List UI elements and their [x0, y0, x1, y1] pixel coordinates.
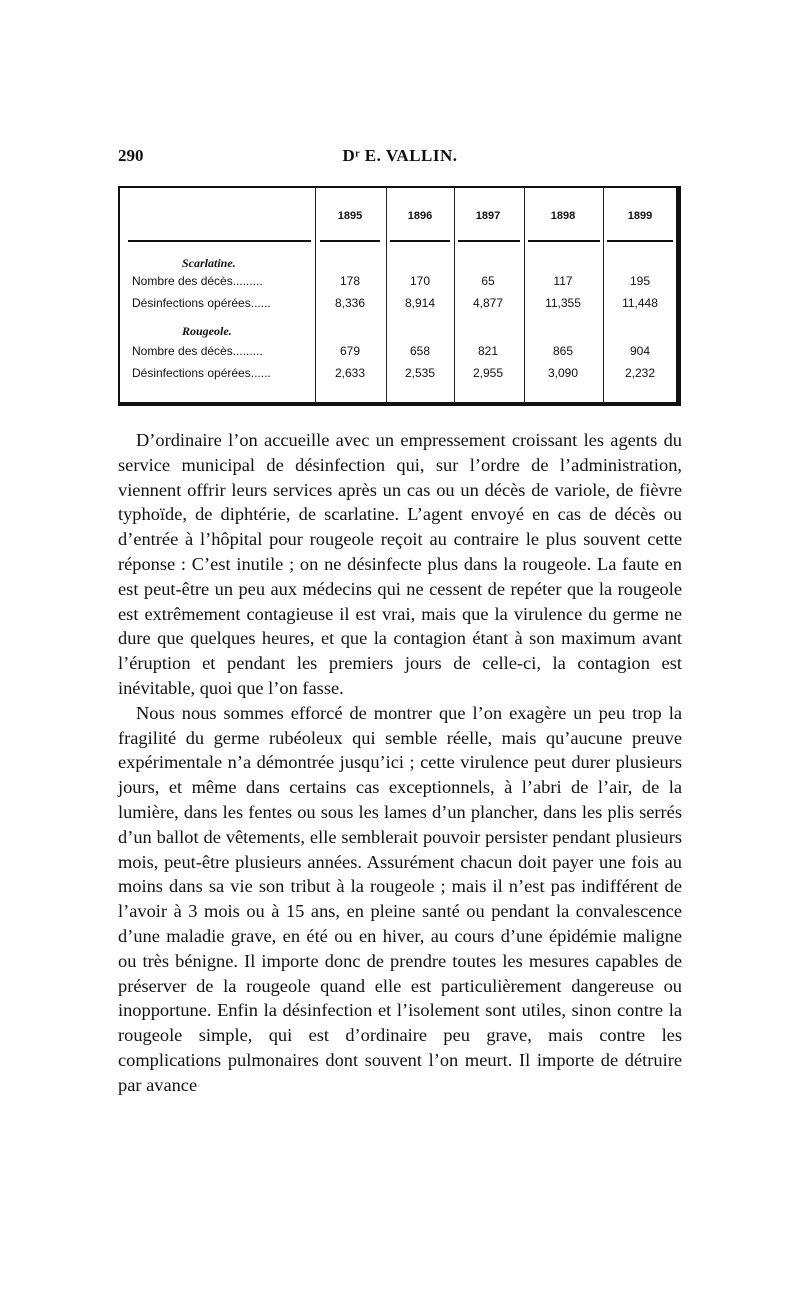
- column-divider: [524, 188, 525, 402]
- table-cell: 170: [409, 274, 431, 288]
- page-header: [118, 146, 682, 170]
- year-header: 1899: [627, 210, 653, 222]
- table-cell: 8,914: [404, 296, 436, 310]
- table-cell: 2,633: [334, 366, 366, 380]
- column-divider: [454, 188, 455, 402]
- table-cell: 658: [409, 344, 431, 358]
- running-title: Dʳ E. VALLIN.: [342, 146, 458, 165]
- column-divider: [386, 188, 387, 402]
- table-cell: 2,232: [624, 366, 656, 380]
- year-header: 1898: [550, 210, 576, 222]
- table-cell: 8,336: [334, 296, 366, 310]
- table-cell: 65: [481, 274, 495, 288]
- page-number: 290: [118, 146, 144, 165]
- row-label: Nombre des décès.........: [132, 274, 263, 288]
- paragraph: D’ordinaire l’on accueille avec un empressement croissant les agents du service municipal de désinfection qui, sur l’ordre de l’administration, viennent offrir leurs services après un cas ou un décès de variole, de fièvre typhoïde, de diphtérie, de scarlatine. L’agent envoyé en cas de décès ou d’entrée à l’hôpital pour rougeole reçoit au contraire le plus souvent cette réponse : C’est inutile ; on ne désinfecte plus dans la rougeole. La faute en est peut-être un peu aux médecins qui ne cessent de repéter que la rougeole est extrêmement contagieuse il est vrai, mais que la virulence du germe ne dure que quelques heures, et que la contagion étant à son maximum avant l’éruption et pendant les premiers jours de celle-ci, la contagion est inévitable, quoi que l’on fasse.: [118, 430, 682, 698]
- table-cell: 679: [339, 344, 361, 358]
- section-title-rougeole: Rougeole.: [182, 324, 232, 338]
- year-header: 1895: [337, 210, 363, 222]
- column-divider: [603, 188, 604, 402]
- table-cell: 4,877: [472, 296, 504, 310]
- table-cell: 2,535: [404, 366, 436, 380]
- table-cell: 11,448: [622, 296, 658, 310]
- table-cell: 11,355: [545, 296, 581, 310]
- header-rule: [390, 240, 450, 242]
- table-cell: 3,090: [547, 366, 579, 380]
- table-cell: 117: [553, 274, 573, 288]
- header-rule: [528, 240, 600, 242]
- body-text: [118, 428, 682, 1098]
- column-divider: [315, 188, 316, 402]
- table-cell: 865: [552, 344, 574, 358]
- header-rule: [128, 240, 311, 242]
- header-rule: [607, 240, 673, 242]
- statistics-table: [118, 186, 678, 404]
- paragraph: Nous nous sommes efforcé de montrer que l’on exagère un peu trop la fragilité du germe rubéoleux qui semble réelle, mais qu’aucune preuve expérimentale n’a démontrée jusqu’ici ; cette virulence peut durer plusieurs jours, et même dans certains cas exceptionnels, à l’abri de l’air, de la lumière, dans les fentes ou sous les lames d’un plancher, dans les plis serrés d’un ballot de vêtements, elle semblerait pouvoir persister pendant plusieurs mois, peut-être plusieurs années. Assurément chacun doit payer une fois au moins dans sa vie son tribut à la rougeole ; mais il n’est pas indifférent de l’avoir à 3 mois ou à 15 ans, en pleine santé ou pendant la convalescence d’une maladie grave, en été ou en hiver, au cours d’une épidémie maligne ou très bénigne. Il importe donc de prendre toutes les mesures capables de préserver de la rougeole quand elle est particulièrement dangereuse ou inopportune. Enfin la désinfection et l’isolement sont utiles, sinon contre la rougeole simple, qui est d’ordinaire peu grave, mais contre les complications pulmonaires dont souvent l’on meurt. Il importe de détruire par avance: [118, 702, 682, 1095]
- table-cell: 904: [629, 344, 651, 358]
- table-cell: 195: [629, 274, 651, 288]
- row-label: Désinfections opérées......: [132, 296, 271, 310]
- year-header: 1897: [475, 210, 501, 222]
- row-label: Nombre des décès.........: [132, 344, 263, 358]
- table-cell: 2,955: [472, 366, 504, 380]
- header-rule: [458, 240, 520, 242]
- year-header: 1896: [407, 210, 433, 222]
- row-label: Désinfections opérées......: [132, 366, 271, 380]
- section-title-scarlatine: Scarlatine.: [182, 256, 236, 270]
- table-cell: 821: [477, 344, 499, 358]
- table-cell: 178: [339, 274, 361, 288]
- header-rule: [320, 240, 380, 242]
